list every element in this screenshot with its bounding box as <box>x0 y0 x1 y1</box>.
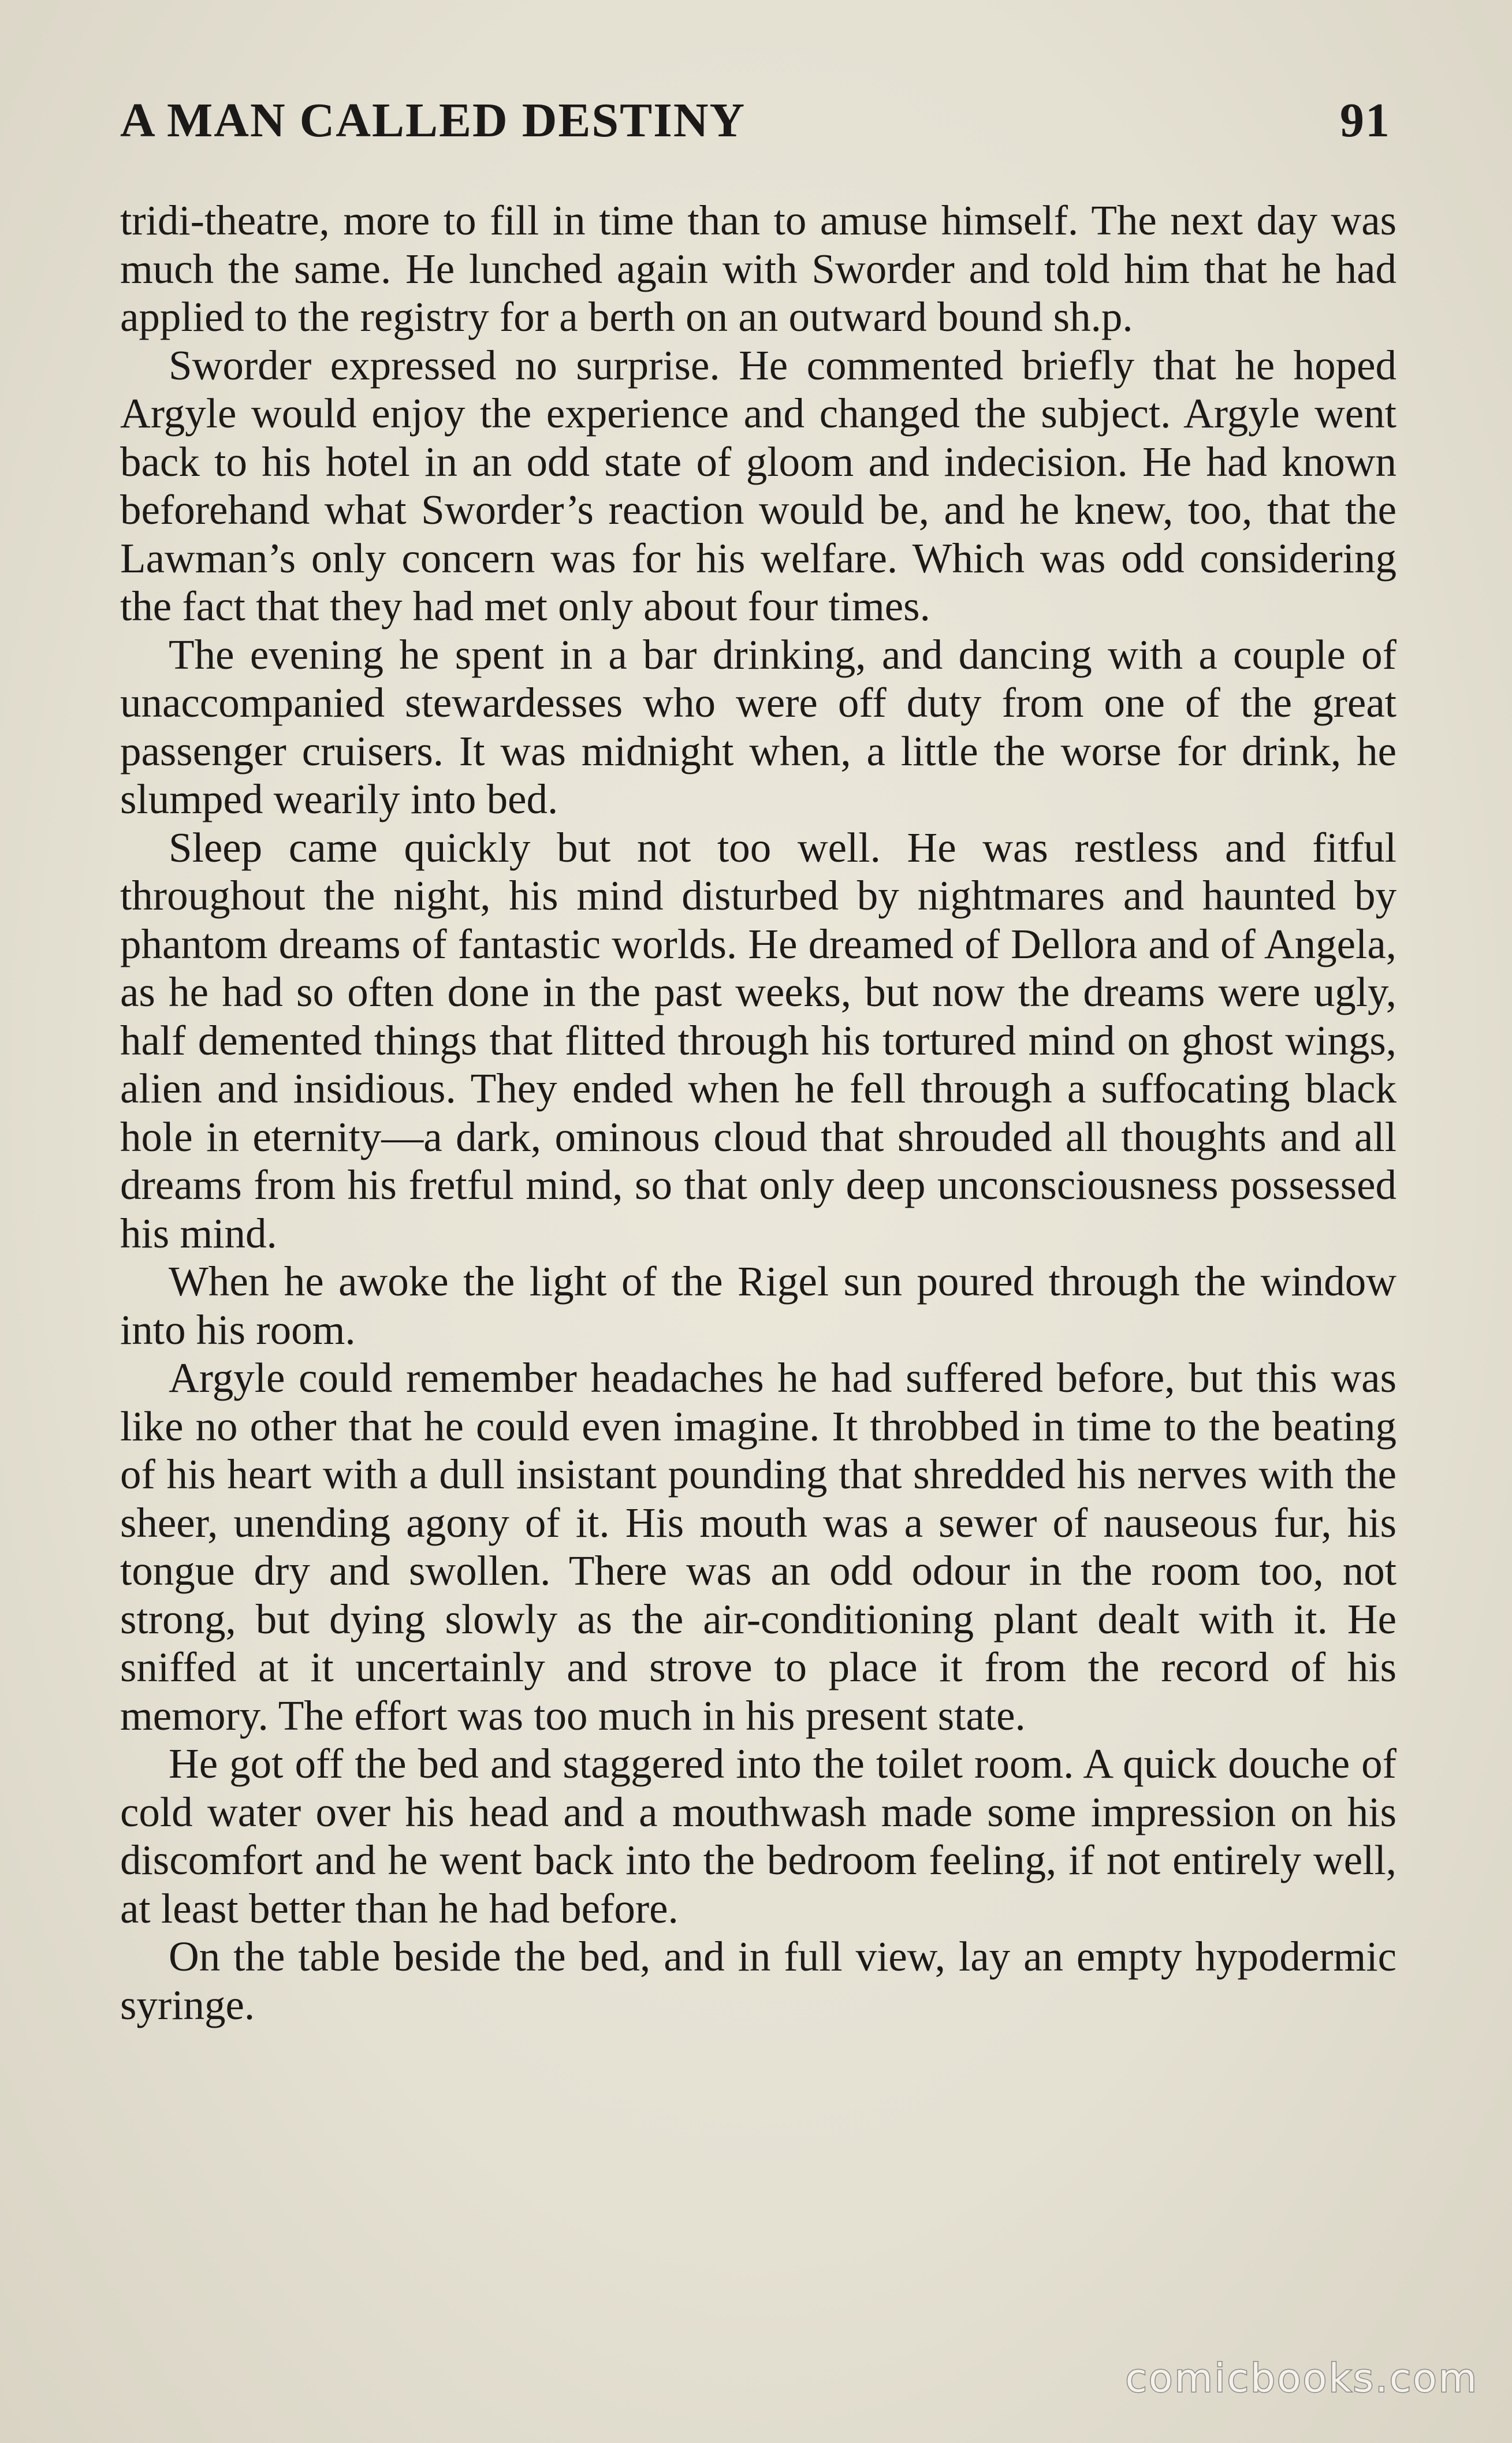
paragraph: Sleep came quickly but not too well. He was restless and fitful throughout the night, his mind disturbed by nightmares and haunted by phantom dreams of fantastic worlds. He dreamed of Dellora and of Angela, as he had so often done in the past weeks, but now the dreams were ugly, half demented things that flitted through his tortured mind on ghost wings, alien and insidious. They ended when he fell through a suffocating black hole in eternity—a dark, ominous cloud that shrouded all thoughts and all dreams from his fretful mind, so that only deep unconsciousness possessed his mind. <box>120 824 1396 1257</box>
paragraph: Argyle could remember headaches he had suffered before, but this was like no other that he could even imagine. It throbbed in time to the beating of his heart with a dull insistant pounding that shredded his nerves with the sheer, unending agony of it. His mouth was a sewer of nauseous fur, his tongue dry and swollen. There was an odd odour in the room too, not strong, but dying slowly as the air-conditioning plant dealt with it. He sniffed at it uncertainly and strove to place it from the record of his memory. The effort was too much in his present state. <box>120 1354 1396 1739</box>
page-header <box>120 92 1391 156</box>
paragraph: Sworder expressed no surprise. He commented briefly that he hoped Argyle would enjoy the experience and changed the subject. Argyle went back to his hotel in an odd state of gloom and indecision. He had known beforehand what Sworder’s reaction would be, and he knew, too, that the Lawman’s only concern was for his welfare. Which was odd considering the fact that they had met only about four times. <box>120 341 1396 630</box>
paragraph: When he awoke the light of the Rigel sun poured through the window into his room. <box>120 1258 1396 1353</box>
paragraph: tridi-theatre, more to fill in time than to amuse himself. The next day was much the same. He lunched again with Sworder and told him that he had applied to the registry for a berth on an outward bound sh.p. <box>120 197 1396 340</box>
paragraph: He got off the bed and staggered into the toilet room. A quick douche of cold water over his head and a mouthwash made some impression on his discomfort and he went back into the bedroom feeling, if not entirely well, at least better than he had before. <box>120 1740 1396 1932</box>
paragraph: On the table beside the bed, and in full view, lay an empty hypodermic syringe. <box>120 1933 1396 2028</box>
body-text <box>120 196 1396 2029</box>
running-title: A MAN CALLED DESTINY <box>120 94 746 147</box>
page-number: 91 <box>1340 94 1391 147</box>
paragraph: The evening he spent in a bar drinking, and dancing with a couple of unaccompanied stewardesses who were off duty from one of the great passenger cruisers. It was midnight when, a little the worse for drink, he slumped wearily into bed. <box>120 631 1396 822</box>
watermark: comicbooks.com <box>1125 2356 1479 2401</box>
